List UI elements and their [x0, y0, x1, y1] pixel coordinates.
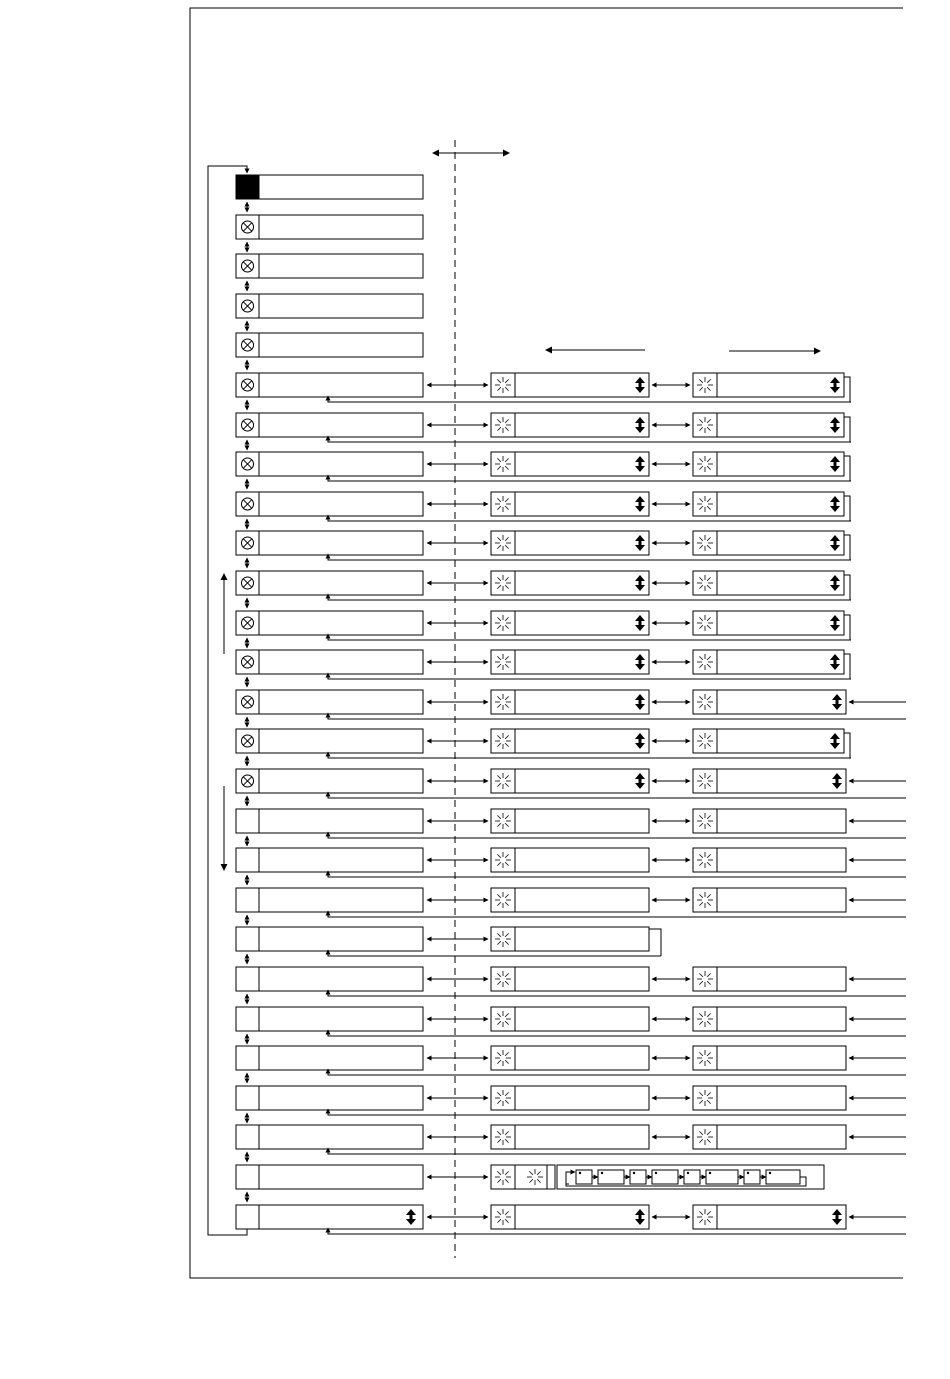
scroll-stem	[639, 620, 642, 626]
level3-loop-line	[844, 575, 851, 600]
chain-cell-dot	[633, 1172, 635, 1174]
scroll-stem	[639, 778, 642, 784]
level3-edit-box	[693, 729, 844, 753]
menu-row	[236, 927, 661, 964]
level3-edit-box	[693, 1007, 846, 1031]
level3-edit-box	[693, 809, 846, 833]
level3-loop-line	[844, 456, 851, 481]
level3-edit-box	[693, 967, 846, 991]
level2-loop-line	[649, 929, 661, 956]
level1-menu-box	[236, 531, 423, 555]
level3-edit-box	[693, 413, 844, 437]
level1-menu-box	[236, 690, 423, 714]
scroll-stem	[834, 501, 837, 507]
level1-menu-box	[236, 1205, 423, 1229]
scroll-stem	[639, 580, 642, 586]
scroll-stem	[836, 699, 839, 705]
chain-cell-box	[766, 1170, 800, 1184]
filled-square-indicator-icon	[236, 175, 259, 199]
menu-row	[236, 254, 423, 291]
level3-edit-box	[693, 1125, 846, 1149]
scroll-stem	[639, 1214, 642, 1220]
level1-menu-box	[236, 492, 423, 516]
menu-row	[236, 1007, 906, 1044]
level1-menu-box	[236, 333, 423, 357]
menu-row	[236, 215, 423, 252]
menu-row	[236, 650, 851, 687]
menu-row	[236, 690, 906, 727]
menu-row	[236, 413, 851, 450]
scroll-stem	[834, 580, 837, 586]
chain-cell-box	[744, 1170, 760, 1184]
scroll-stem	[639, 540, 642, 546]
level1-menu-box	[236, 571, 423, 595]
chain-cell-dot	[709, 1172, 711, 1174]
level1-menu-box	[236, 1125, 423, 1149]
level1-menu-box	[236, 452, 423, 476]
level3-edit-box	[693, 769, 846, 793]
menu-row	[236, 729, 851, 766]
level3-edit-box	[693, 611, 844, 635]
level3-loop-line	[844, 733, 851, 758]
level3-edit-box	[693, 848, 846, 872]
chain-cell-dot	[747, 1172, 749, 1174]
level1-menu-box	[236, 848, 423, 872]
level1-menu-box	[236, 413, 423, 437]
chain-cell-dot	[687, 1172, 689, 1174]
scroll-stem	[834, 382, 837, 388]
menu-row	[236, 848, 906, 885]
menu-row	[236, 531, 851, 568]
level1-menu-box	[236, 769, 423, 793]
menu-row	[236, 333, 423, 370]
level3-edit-box	[693, 531, 844, 555]
level3-edit-box	[693, 888, 846, 912]
level3-loop-line	[844, 496, 851, 521]
chain-cell-dot	[601, 1172, 603, 1174]
menu-row	[236, 809, 906, 846]
menu-row	[236, 1205, 906, 1234]
level1-menu-box	[236, 1086, 423, 1110]
level3-loop-line	[844, 535, 851, 560]
level1-menu-box	[236, 650, 423, 674]
menu-row	[236, 967, 906, 1004]
scroll-stem	[834, 422, 837, 428]
chain-cell-box	[576, 1170, 592, 1184]
level1-menu-box	[236, 254, 423, 278]
menu-row	[236, 571, 851, 608]
level1-menu-box	[236, 1046, 423, 1070]
scroll-stem	[834, 620, 837, 626]
level3-edit-box	[693, 1086, 846, 1110]
menu-row	[236, 294, 423, 331]
menu-row	[236, 452, 851, 489]
chain-cell-dot	[655, 1172, 657, 1174]
menu-row	[236, 1165, 824, 1202]
menu-row	[236, 611, 851, 648]
level3-edit-box	[693, 650, 844, 674]
level3-edit-box	[693, 690, 846, 714]
level1-menu-box	[236, 1007, 423, 1031]
scroll-stem	[834, 659, 837, 665]
scroll-stem	[639, 501, 642, 507]
menu-row	[236, 175, 423, 212]
scroll-stem	[834, 738, 837, 744]
level3-edit-box	[693, 452, 844, 476]
scroll-stem	[836, 1214, 839, 1220]
chain-cell-dot	[769, 1172, 771, 1174]
level1-menu-box	[236, 967, 423, 991]
scroll-stem	[836, 778, 839, 784]
level1-menu-box	[236, 888, 423, 912]
level1-menu-box	[236, 294, 423, 318]
scroll-stem	[639, 699, 642, 705]
level1-menu-box	[236, 611, 423, 635]
level1-menu-box	[236, 175, 423, 199]
level3-edit-box	[693, 1205, 846, 1229]
menu-row	[236, 888, 906, 925]
menu-row	[236, 492, 851, 529]
level2-edit-box	[491, 1165, 555, 1189]
scroll-stem	[834, 461, 837, 467]
menu-row	[236, 1086, 906, 1123]
menu-row	[236, 1046, 906, 1083]
level3-loop-line	[844, 654, 851, 679]
level3-edit-box	[693, 492, 844, 516]
level1-menu-box	[236, 373, 423, 397]
level3-loop-line	[844, 417, 851, 442]
chain-cell-box	[706, 1170, 738, 1184]
level3-loop-line	[844, 615, 851, 640]
level1-menu-box	[236, 809, 423, 833]
scroll-stem	[834, 540, 837, 546]
level1-menu-box	[236, 927, 423, 951]
chain-cell-box	[630, 1170, 646, 1184]
level3-loop-line	[844, 377, 851, 402]
scroll-stem	[639, 659, 642, 665]
level1-menu-box	[236, 215, 423, 239]
chain-cell-dot	[579, 1172, 581, 1174]
scroll-stem	[639, 382, 642, 388]
scroll-stem	[639, 738, 642, 744]
scroll-stem	[639, 461, 642, 467]
scroll-stem	[639, 422, 642, 428]
level1-menu-box	[236, 729, 423, 753]
menu-row	[236, 769, 906, 806]
level3-edit-box	[693, 571, 844, 595]
menu-row	[236, 373, 851, 410]
scroll-stem	[410, 1214, 413, 1220]
level1-menu-box	[236, 1165, 423, 1189]
level3-edit-box	[693, 1046, 846, 1070]
level3-edit-box	[693, 373, 844, 397]
menu-row	[236, 1125, 906, 1162]
chain-cell-box	[684, 1170, 700, 1184]
